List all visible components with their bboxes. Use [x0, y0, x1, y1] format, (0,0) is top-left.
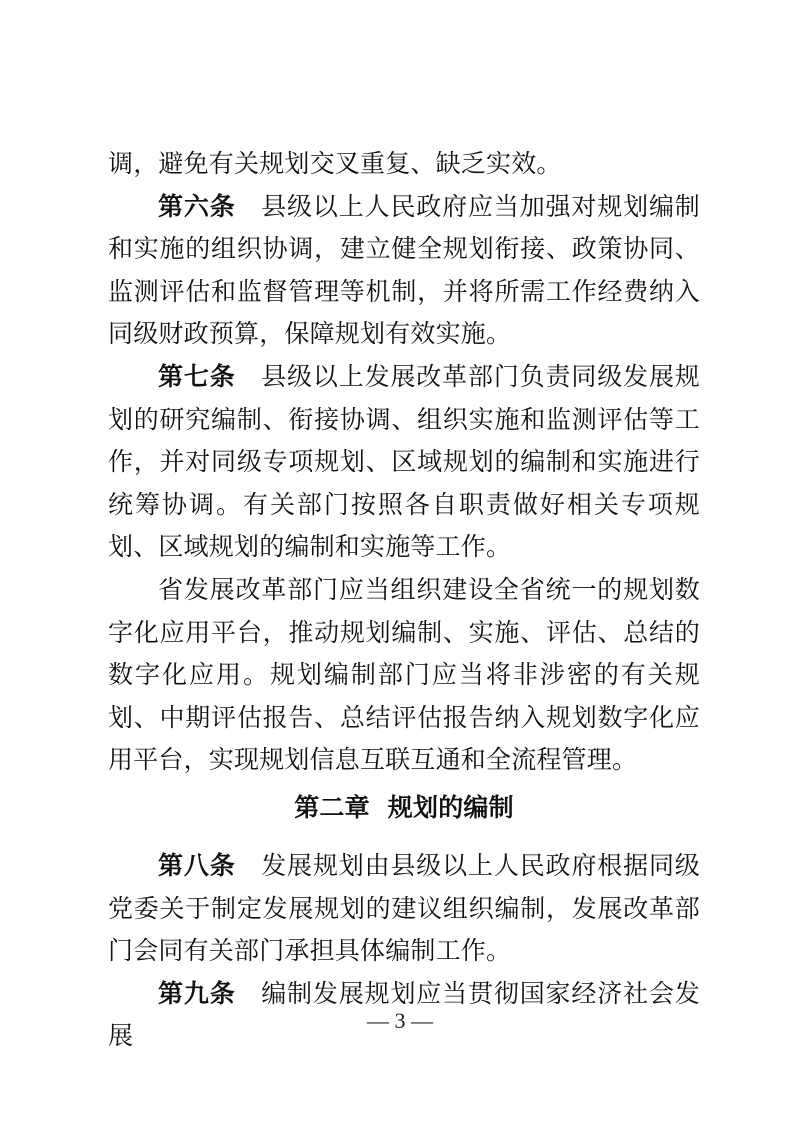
paragraph-text: 调，避免有关规划交叉重复、缺乏实效。 — [108, 149, 562, 178]
body-text — [108, 143, 700, 1058]
article-7-second-text: 省发展改革部门应当组织建设全省统一的规划数字化应用平台，推动规划编制、实施、评估、总结的数字化应用。规划编制部门应当将非涉密的有关规划、中期评估报告、总结评估报告纳入规划数字化应用平台，实现规划信息互联互通和全流程管理。 — [108, 574, 700, 775]
article-7-text: 县级以上发展改革部门负责同级发展规划的研究编制、衔接协调、组织实施和监测评估等工作，并对同级专项规划、区域规划的编制和实施进行统筹协调。有关部门按照各自职责做好相关专项规划、区域规划的编制和实施等工作。 — [108, 361, 701, 562]
article-6-paragraph — [108, 186, 700, 356]
continuation-paragraph — [108, 143, 700, 186]
article-7-paragraph — [108, 356, 700, 569]
article-8-text: 发展规划由县级以上人民政府根据同级党委关于制定发展规划的建议组织编制，发展改革部门会同有关部门承担具体编制工作。 — [108, 850, 701, 966]
article-6-text: 县级以上人民政府应当加强对规划编制和实施的组织协调，建立健全规划衔接、政策协同、监测评估和监督管理等机制，并将所需工作经费纳入同级财政预算，保障规划有效实施。 — [108, 191, 701, 349]
chapter-heading — [108, 782, 700, 845]
page-number: — 3 — — [367, 1008, 433, 1033]
article-7-second-paragraph — [108, 569, 700, 782]
article-9-heading: 第九条 — [158, 978, 236, 1008]
article-9-text: 编制发展规划应当贯彻国家经济社会发展 — [108, 978, 701, 1051]
chapter-number: 第二章 — [294, 792, 370, 822]
article-8-heading: 第八条 — [158, 850, 236, 880]
chapter-title: 规划的编制 — [387, 792, 514, 822]
article-7-heading: 第七条 — [158, 361, 236, 391]
article-8-paragraph — [108, 845, 700, 973]
article-6-heading: 第六条 — [158, 191, 236, 221]
